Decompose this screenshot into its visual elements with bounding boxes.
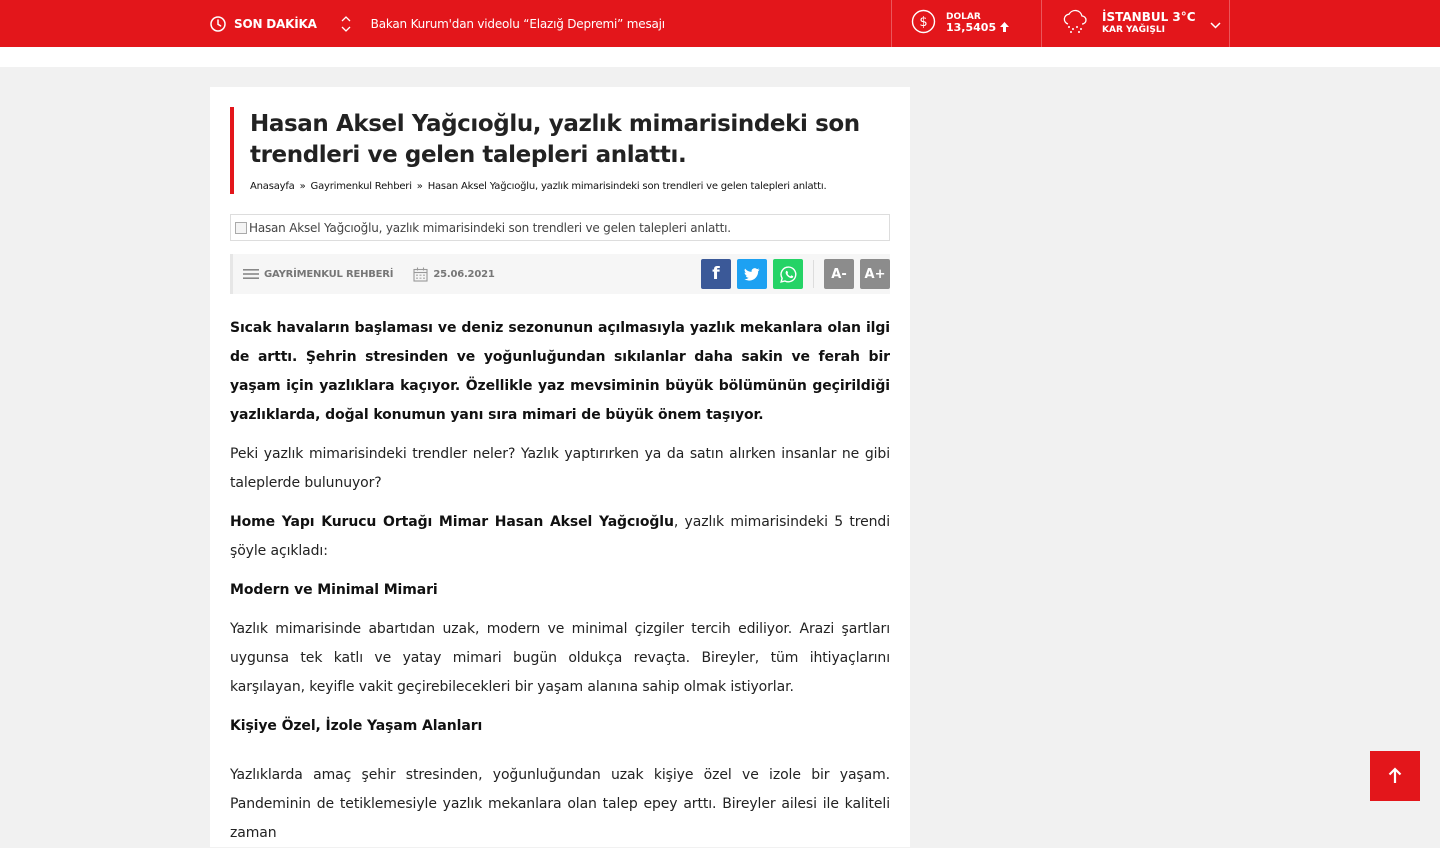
breadcrumb-category[interactable]: Gayrimenkul Rehberi bbox=[310, 181, 412, 192]
weather-city: İSTANBUL bbox=[1102, 10, 1169, 25]
section-heading: Kişiye Özel, İzole Yaşam Alanları bbox=[230, 718, 483, 734]
twitter-icon bbox=[744, 268, 760, 281]
currency-name: DOLAR bbox=[946, 12, 981, 22]
breadcrumb-home[interactable]: Anasayfa bbox=[250, 181, 295, 192]
breadcrumb bbox=[250, 181, 890, 192]
weather-temp: 3°C bbox=[1172, 10, 1196, 25]
svg-text:$: $ bbox=[919, 15, 928, 30]
breaking-news-nav[interactable] bbox=[339, 14, 353, 34]
section-heading: Modern ve Minimal Mimari bbox=[230, 582, 438, 598]
chevron-down-icon bbox=[341, 26, 351, 32]
article-paragraph: Yazlıklarda amaç şehir stresinden, yoğunluğundan uzak kişiye özel ve izole bir yaşam. Pandeminin de tetiklemesiyle yazlık mekanlara olan talep epey arttı. Bireyler ailesi ile kaliteli zaman bbox=[230, 767, 890, 841]
article-lead: Sıcak havaların başlaması ve deniz sezonunun açılmasıyla yazlık mekanlara olan ilgi de arttı. Şehrin stresinden ve yoğunluğundan sıkılanlar daha sakin ve ferah bir yaşam için yazlıklara kaçıyor. Özellikle yaz mevsiminin büyük bölümünün geçirildiği yazlıklarda, doğal konumun yanı sıra mimari de büyük önem taşıyor. bbox=[230, 320, 890, 423]
article-meta-bar bbox=[230, 254, 890, 294]
chevron-down-icon[interactable] bbox=[1210, 14, 1221, 33]
currency-value: 13,5405 bbox=[946, 21, 997, 35]
meta-date bbox=[413, 267, 494, 282]
breaking-news bbox=[210, 0, 665, 47]
article-paragraph: Yazlık mimarisinde abartıdan uzak, modern ve minimal çizgiler tercih ediliyor. Arazi şartları uygunsa tek katlı ve yatay mimari bugün oldukça revaçta. Bireyler, tüm ihtiyaçlarını karşılayan, keyifle vakit geçirebilecekleri bir yaşam alanına sahip olmak istiyorlar. bbox=[230, 621, 890, 695]
article-paragraph bbox=[230, 508, 890, 566]
article-card bbox=[210, 87, 910, 847]
article-paragraph-text: , yazlık mimarisindeki 5 trendi şöyle açıkladı: bbox=[230, 514, 890, 559]
article-body bbox=[230, 314, 890, 848]
snow-cloud-icon bbox=[1062, 10, 1088, 38]
article-paragraph: Peki yazlık mimarisindeki trendler neler? Yazlık yaptırırken ya da satın alırken insanlar ne gibi taleplerde bulunuyor? bbox=[230, 446, 890, 491]
clock-icon bbox=[210, 16, 226, 32]
header-strip bbox=[0, 47, 1440, 67]
meta-date-label: 25.06.2021 bbox=[433, 268, 495, 280]
share-divider bbox=[813, 260, 814, 288]
font-decrease-button[interactable]: A- bbox=[824, 259, 854, 289]
weather-widget[interactable] bbox=[1042, 0, 1230, 47]
meta-category[interactable] bbox=[243, 268, 393, 280]
breadcrumb-separator: » bbox=[299, 181, 306, 192]
chevron-up-icon bbox=[341, 16, 351, 22]
broken-image-icon bbox=[235, 222, 247, 234]
weather-description: KAR YAĞIŞLI bbox=[1102, 25, 1165, 36]
font-increase-button[interactable]: A+ bbox=[860, 259, 890, 289]
image-alt-text: Hasan Aksel Yağcıoğlu, yazlık mimarisindeki son trendleri ve gelen talepleri anlattı. bbox=[249, 220, 731, 235]
menu-icon bbox=[243, 268, 259, 280]
top-bar bbox=[0, 0, 1440, 47]
meta-category-label: GAYRİMENKUL REHBERİ bbox=[264, 268, 394, 280]
breadcrumb-separator: » bbox=[416, 181, 423, 192]
arrow-up-icon bbox=[1388, 768, 1402, 784]
scroll-to-top-button[interactable] bbox=[1370, 751, 1420, 801]
calendar-icon bbox=[413, 267, 428, 282]
currency-widget[interactable] bbox=[891, 0, 1042, 47]
architect-name: Home Yapı Kurucu Ortağı Mimar Hasan Aksel Yağcıoğlu bbox=[230, 514, 674, 530]
breadcrumb-current: Hasan Aksel Yağcıoğlu, yazlık mimarisindeki son trendleri ve gelen talepleri anlattı. bbox=[427, 181, 827, 192]
breaking-news-label: SON DAKİKA bbox=[234, 16, 317, 31]
article-header bbox=[230, 107, 890, 194]
dollar-icon bbox=[911, 9, 936, 38]
whatsapp-share-button[interactable] bbox=[773, 259, 803, 289]
breaking-news-headline[interactable]: Bakan Kurum'dan videolu “Elazığ Depremi” mesajı bbox=[370, 16, 665, 31]
facebook-share-button[interactable] bbox=[701, 259, 731, 289]
facebook-icon: f bbox=[712, 264, 720, 284]
page-title: Hasan Aksel Yağcıoğlu, yazlık mimarisindeki son trendleri ve gelen talepleri anlattı. bbox=[250, 111, 860, 168]
twitter-share-button[interactable] bbox=[737, 259, 767, 289]
share-buttons bbox=[695, 259, 890, 289]
article-image bbox=[230, 214, 890, 241]
whatsapp-icon bbox=[780, 266, 797, 283]
arrow-up-icon bbox=[1000, 22, 1009, 32]
